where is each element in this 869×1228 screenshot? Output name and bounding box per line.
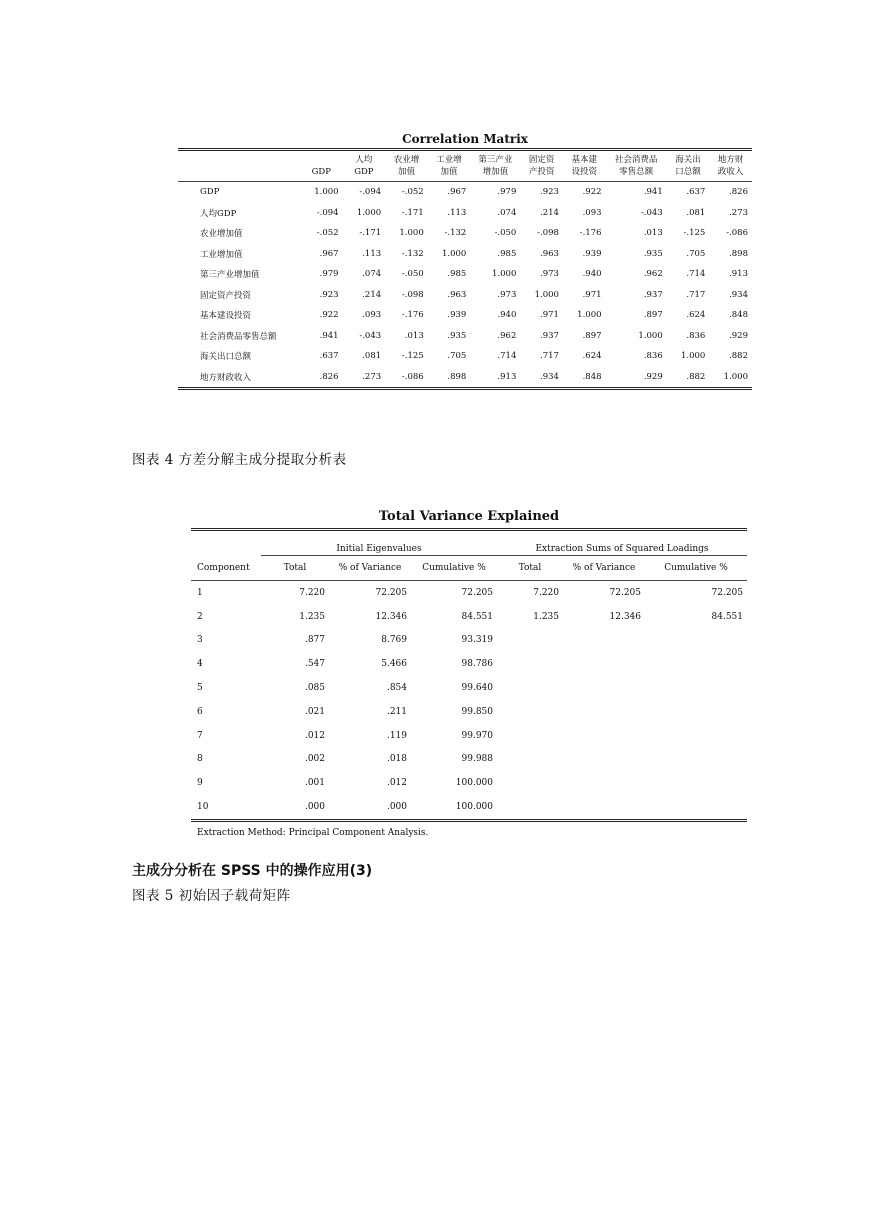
corr-cell: -.052 [316,228,339,239]
variance-cell [497,700,563,724]
corr-cell: .882 [729,351,748,362]
variance-cell: 84.551 [711,611,743,622]
variance-sub-header: % of Variance [563,556,645,581]
corr-cell: .971 [582,289,602,300]
corr-col-header-line: 政收入 [717,167,744,177]
corr-cell: .985 [447,269,467,280]
variance-group-header-row [191,530,747,556]
corr-cell: .897 [643,310,663,321]
component-number: 1 [197,587,203,598]
corr-cell: .214 [362,289,382,300]
corr-cell: .826 [300,367,343,389]
corr-cell: .967 [319,248,339,259]
corr-row-label: 基本建设投资 [200,311,252,322]
variance-cell: 99.988 [461,754,493,765]
corr-cell: .913 [470,367,520,389]
corr-row-label: 工业增加值 [200,249,243,260]
table-row [178,326,752,347]
component-number: 5 [197,683,203,694]
corr-col-header-line: GDP [354,167,374,177]
corr-col-header-line: 加值 [397,167,415,177]
corr-cell: -.125 [683,228,706,239]
variance-cell [645,748,747,772]
corr-cell: .923 [540,187,559,198]
variance-cell: 98.786 [461,659,493,670]
corr-cell: .074 [362,269,382,280]
component-number: 4 [197,659,203,670]
corr-cell: .929 [606,367,667,389]
variance-cell [563,795,645,820]
extraction-method-note: Extraction Method: Principal Component Analysis. [197,827,429,838]
component-number: 9 [197,778,203,789]
component-number: 3 [197,635,203,646]
variance-cell: 100.000 [455,778,493,789]
corr-cell: .973 [540,269,559,280]
corr-cell: -.176 [401,310,424,321]
corr-col-header-line: 地方财 [717,155,744,165]
corr-col-header-line: GDP [311,167,331,177]
variance-cell: 100.000 [411,795,497,820]
variance-cell: 1.235 [299,611,325,622]
corr-row-label: 农业增加值 [200,229,243,240]
variance-cell: .877 [304,635,325,646]
corr-cell: .898 [428,367,471,389]
corr-cell: .093 [362,310,382,321]
corr-col-header [606,150,667,182]
corr-col-header [343,150,386,182]
corr-col-header [709,150,752,182]
corr-col-header-line: 固定资 [528,155,555,165]
variance-cell: 1.235 [533,611,559,622]
correlation-matrix-header-row [178,150,752,182]
variance-sub-header: Cumulative % [645,556,747,581]
corr-cell: -.132 [401,248,424,259]
figure-4-caption: 图表 4 方差分解主成分提取分析表 [132,452,347,468]
initial-eigenvalues-header: Initial Eigenvalues [261,530,497,556]
variance-sub-header: Total [261,556,329,581]
corr-cell: 1.000 [356,207,382,218]
variance-cell [645,700,747,724]
corr-cell: .273 [343,367,386,389]
corr-cell: .273 [729,207,748,218]
variance-cell [497,771,563,795]
corr-cell: .941 [319,330,339,341]
corr-cell: -.171 [401,207,424,218]
table-row [178,182,752,203]
corr-cell: -.043 [640,207,663,218]
corr-cell: .898 [729,248,748,259]
corr-cell: -.094 [316,207,339,218]
variance-cell: .018 [386,754,407,765]
variance-cell: .119 [386,730,407,741]
corr-row-label: GDP [200,187,220,198]
corr-cell: .973 [497,289,517,300]
table-row [191,795,747,820]
component-number: 7 [197,730,203,741]
corr-cell: 1.000 [680,351,706,362]
component-number: 10 [191,795,261,820]
corr-row-label: 海关出口总额 [200,352,252,363]
variance-cell [497,795,563,820]
corr-cell: .937 [540,330,559,341]
corr-cell: .939 [447,310,467,321]
corr-col-header-line: 人均 [355,155,373,165]
corr-cell: 1.000 [314,187,339,198]
corr-cell: 1.000 [577,310,602,321]
variance-sub-header: % of Variance [329,556,411,581]
corr-col-header [563,150,606,182]
corr-cell: .935 [643,248,663,259]
variance-cell: .000 [329,795,411,820]
variance-cell [497,652,563,676]
corr-cell: .717 [540,351,559,362]
variance-sub-header-row [191,556,747,581]
corr-cell: 1.000 [399,228,424,239]
section-heading: 主成分分析在 SPSS 中的操作应用(3) [132,863,373,879]
corr-cell: .962 [497,330,517,341]
corr-cell: 1.000 [709,367,752,389]
extraction-sums-header: Extraction Sums of Squared Loadings [497,530,747,556]
corr-cell: .214 [540,207,559,218]
corr-cell: .897 [582,330,602,341]
corr-cell: .940 [497,310,517,321]
corr-col-header-line: 海关出 [675,155,701,165]
corr-cell: -.086 [385,367,428,389]
variance-cell: .085 [304,683,325,694]
corr-cell: .922 [319,310,339,321]
variance-cell: 12.346 [375,611,407,622]
table-row [178,223,752,244]
corr-cell: -.043 [359,330,382,341]
component-number: 2 [197,611,203,622]
corr-col-header [428,150,471,182]
variance-cell [563,748,645,772]
corr-row-label: 第三产业增加值 [200,270,260,281]
corr-cell: .013 [404,330,424,341]
total-variance-figure [191,506,747,838]
corr-col-header-line: 工业增 [436,155,462,165]
corr-cell: .074 [497,207,517,218]
variance-cell: 5.466 [381,659,407,670]
corr-cell: .836 [686,330,706,341]
variance-cell: 7.220 [299,587,325,598]
variance-cell: .021 [304,706,325,717]
variance-cell: 99.970 [461,730,493,741]
corr-cell: -.176 [579,228,602,239]
table-row [191,771,747,795]
corr-cell: .081 [686,207,706,218]
variance-cell: .000 [261,795,329,820]
corr-cell: .962 [643,269,663,280]
variance-cell: .012 [386,778,407,789]
table-row [191,629,747,653]
variance-cell: 72.205 [375,587,407,598]
variance-corner-cell [191,530,261,556]
variance-cell: 99.850 [461,706,493,717]
correlation-matrix-title: Correlation Matrix [402,132,528,146]
variance-cell [645,771,747,795]
variance-cell [497,748,563,772]
corr-cell: .624 [686,310,706,321]
correlation-matrix-figure [178,130,752,390]
corr-col-header-line: 第三产业 [478,155,513,165]
corr-col-header-line: 增加值 [482,167,509,177]
variance-cell: 7.220 [533,587,559,598]
corr-cell: -.125 [401,351,424,362]
corr-cell: -.050 [401,269,424,280]
variance-cell: .547 [304,659,325,670]
corr-cell: -.086 [726,228,748,239]
component-header: Component [191,556,261,581]
corr-cell: .081 [362,351,382,362]
corr-col-header-line: 零售总额 [619,167,654,177]
table-row [191,748,747,772]
variance-cell [497,676,563,700]
variance-cell [645,676,747,700]
corr-cell: .985 [497,248,517,259]
corr-cell: 1.000 [492,269,517,280]
variance-cell: .854 [386,683,407,694]
table-row [191,581,747,605]
corr-cell: .979 [319,269,339,280]
variance-cell: .211 [386,706,407,717]
corr-cell: .941 [643,187,663,198]
corr-cell: .836 [643,351,663,362]
correlation-matrix-table [178,148,752,390]
variance-cell: .012 [304,730,325,741]
table-row [178,305,752,326]
variance-sub-header: Total [497,556,563,581]
corr-col-header [667,150,710,182]
corr-cell: .705 [686,248,706,259]
corr-cell: .637 [686,187,706,198]
table-row [191,700,747,724]
table-row [178,285,752,306]
component-number: 8 [197,754,203,765]
table-row [178,264,752,285]
corr-cell: .637 [319,351,339,362]
variance-cell: 72.205 [609,587,641,598]
correlation-matrix-body [178,182,752,389]
corr-cell: -.098 [401,289,424,300]
variance-cell [563,771,645,795]
variance-cell [563,652,645,676]
corr-cell: .714 [686,269,706,280]
figure-5-caption: 图表 5 初始因子载荷矩阵 [132,888,291,904]
corr-cell: .940 [582,269,602,280]
corr-cell: .848 [563,367,606,389]
variance-cell: .001 [304,778,325,789]
corr-cell: .624 [582,351,602,362]
corr-cell: .705 [447,351,467,362]
variance-cell [563,724,645,748]
corr-cell: .913 [729,269,748,280]
table-row [191,676,747,700]
corr-cell: .717 [686,289,706,300]
corr-cell: .826 [729,187,748,198]
variance-cell: 93.319 [461,635,493,646]
variance-sub-header: Cumulative % [411,556,497,581]
corr-cell: .922 [582,187,602,198]
corr-cell: .882 [667,367,710,389]
variance-cell [563,700,645,724]
total-variance-table [191,528,747,822]
corr-row-label: 固定资产投资 [200,290,252,301]
corr-cell: .939 [582,248,602,259]
corr-row-label: 人均GDP [200,208,237,219]
corr-col-header-line: 加值 [440,167,458,177]
variance-cell: 8.769 [381,635,407,646]
corr-cell: .967 [447,187,467,198]
corr-cell: .934 [520,367,563,389]
variance-cell: 12.346 [609,611,641,622]
corr-cell: .714 [497,351,517,362]
variance-cell [497,724,563,748]
table-row [178,203,752,224]
corr-cell: .963 [540,248,559,259]
corr-cell: -.171 [359,228,382,239]
corr-cell: .113 [447,207,467,218]
table-row [178,346,752,367]
corr-cell: -.132 [444,228,467,239]
corr-cell: -.098 [537,228,559,239]
corr-cell: .963 [447,289,467,300]
variance-cell [645,629,747,653]
variance-cell: 84.551 [461,611,493,622]
corr-cell: .929 [729,330,748,341]
variance-cell: .002 [304,754,325,765]
table-row [191,605,747,629]
corr-cell: 1.000 [534,289,559,300]
corr-col-header-line: 设投资 [571,167,597,177]
variance-table-body [191,581,747,821]
corr-cell: .971 [540,310,559,321]
corr-cell: -.052 [401,187,424,198]
variance-cell [645,724,747,748]
corr-col-header [385,150,428,182]
corr-col-header-line: 口总额 [675,167,701,177]
corr-col-header-line: 农业增 [393,155,420,165]
corr-col-header [300,150,343,182]
corr-cell: .113 [362,248,382,259]
corr-cell: -.094 [359,187,382,198]
corr-col-header-line: 产投资 [528,167,555,177]
variance-cell: 99.640 [461,683,493,694]
table-row [178,244,752,265]
total-variance-title: Total Variance Explained [378,509,560,524]
corr-cell: .934 [729,289,748,300]
corr-col-header [520,150,563,182]
corr-cell: 1.000 [441,248,467,259]
variance-cell [563,676,645,700]
corr-cell: .937 [643,289,663,300]
variance-cell: 72.205 [711,587,743,598]
variance-cell [645,795,747,820]
table-row [191,652,747,676]
table-row [191,724,747,748]
corr-cell: .848 [729,310,748,321]
corr-cell: 1.000 [638,330,663,341]
table-row [178,367,752,389]
component-number: 6 [197,706,203,717]
corr-col-header-line: 社会消费品 [614,155,658,165]
corr-cell: .935 [447,330,467,341]
corr-col-header-line: 基本建 [571,155,597,165]
corr-cell: .979 [497,187,517,198]
corr-row-label: 地方财政收入 [178,367,300,389]
corr-cell: .013 [643,228,663,239]
variance-cell: 72.205 [461,587,493,598]
variance-cell [645,652,747,676]
variance-cell [563,629,645,653]
corr-cell: .923 [319,289,339,300]
corr-cell: .093 [582,207,602,218]
corr-cell: -.050 [494,228,517,239]
variance-cell [497,629,563,653]
corr-row-label: 社会消费品零售总额 [200,331,277,342]
corner-cell [178,150,300,182]
corr-col-header [470,150,520,182]
